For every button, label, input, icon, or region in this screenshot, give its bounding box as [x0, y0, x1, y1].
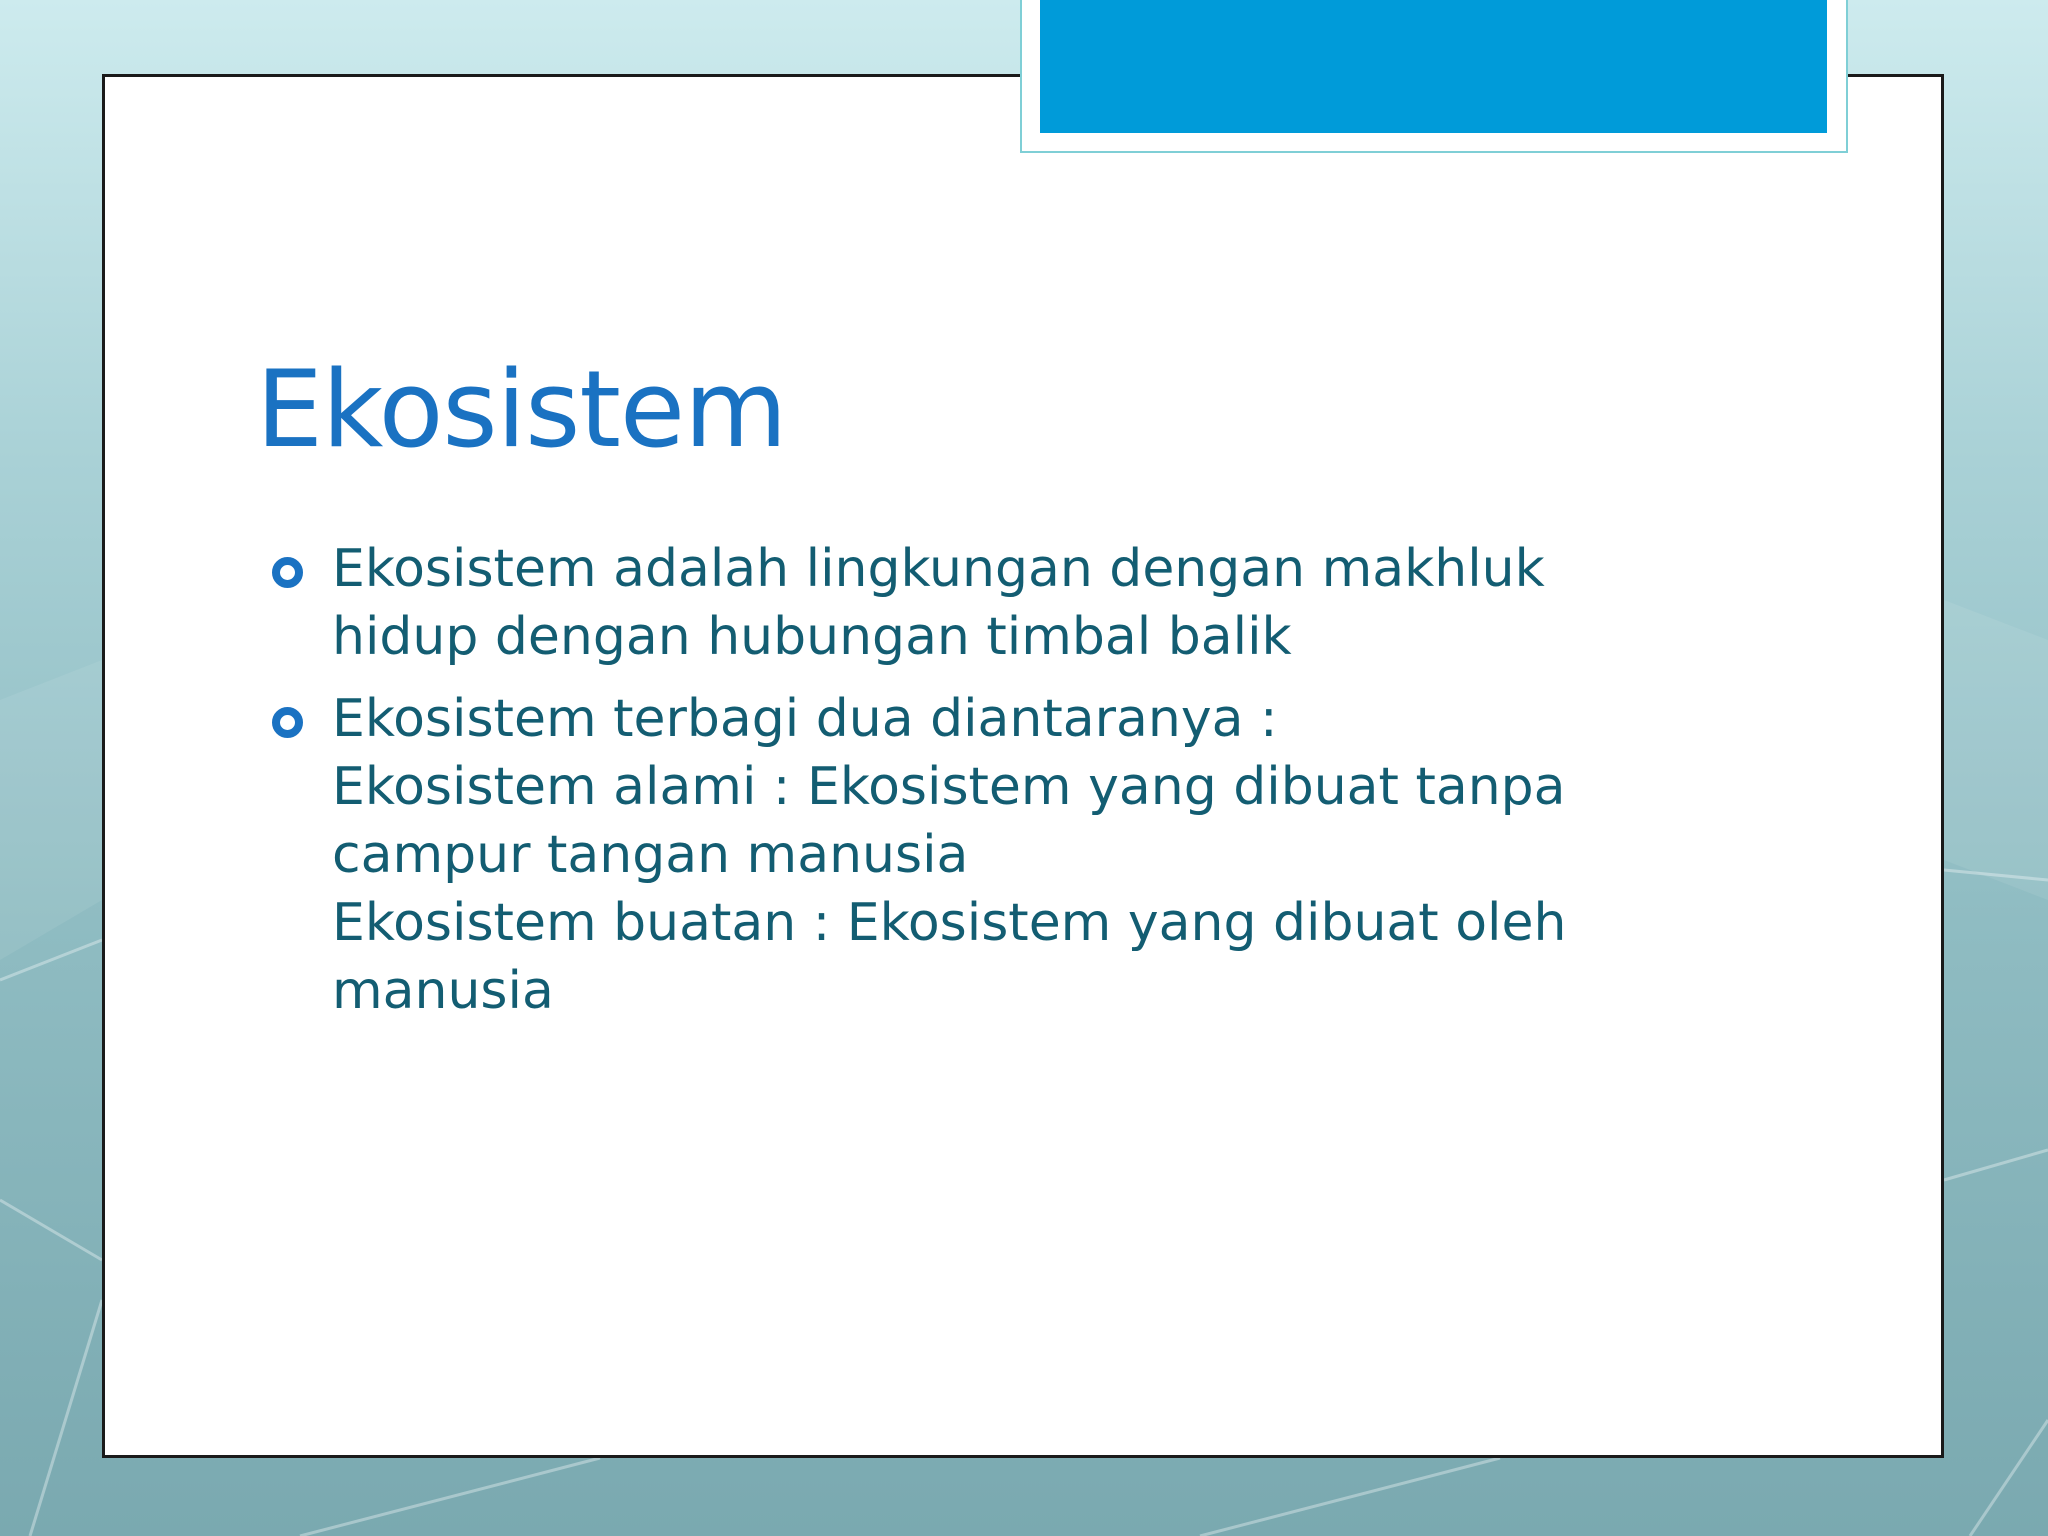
bullet-list — [270, 535, 1670, 1039]
bullet-text-line: hidup dengan hubungan timbal balik — [332, 607, 1292, 667]
bullet-text-line: Ekosistem alami : Ekosistem yang dibuat tanpa — [332, 757, 1566, 817]
ring-bullet-icon — [272, 707, 303, 738]
bullet-text-line: Ekosistem buatan : Ekosistem yang dibuat oleh — [332, 893, 1567, 953]
bullet-text-line: Ekosistem terbagi dua diantaranya : — [332, 689, 1278, 749]
accent-bar — [1040, 0, 1827, 133]
ring-bullet-icon — [272, 557, 303, 588]
slide-title: Ekosistem — [256, 348, 787, 471]
bullet-text-line: Ekosistem adalah lingkungan dengan makhluk — [332, 539, 1545, 599]
bullet-item-definition — [270, 535, 1670, 671]
bullet-text-line: manusia — [332, 961, 554, 1021]
bullet-text-line: campur tangan manusia — [332, 825, 969, 885]
bullet-item-types — [270, 685, 1670, 1025]
